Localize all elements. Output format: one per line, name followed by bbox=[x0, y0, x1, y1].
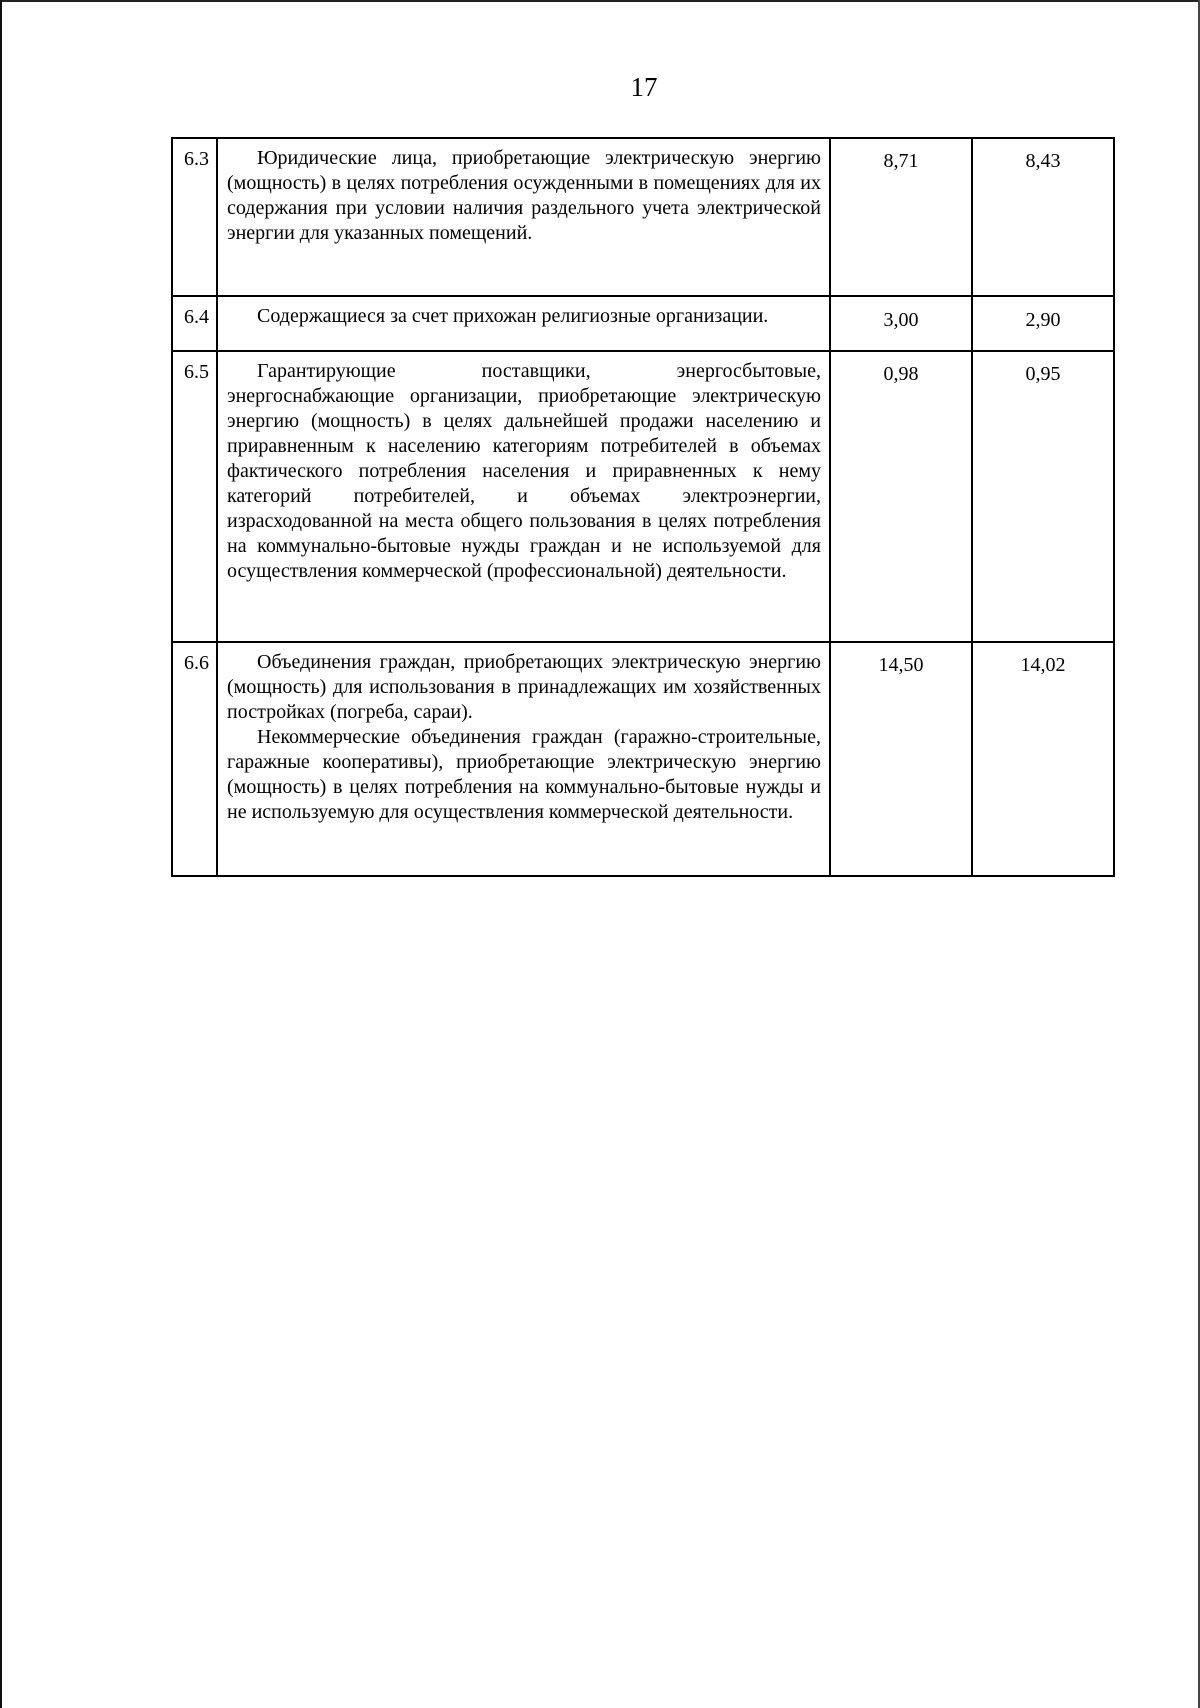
row-value-2: 14,02 bbox=[972, 642, 1114, 876]
table-row bbox=[172, 642, 1114, 876]
row-number: 6.5 bbox=[172, 351, 217, 642]
row-number: 6.3 bbox=[172, 138, 217, 296]
row-description bbox=[217, 296, 830, 351]
scan-border-top bbox=[0, 0, 1200, 2]
description-paragraph: Некоммерческие объединения граждан (гаражно-строительные, гаражные кооперативы), приобретающие электрическую энергию (мощность) в целях потребления на коммунально-бытовые нужды и не используемую для осуществления коммерческой деятельности. bbox=[227, 726, 821, 823]
row-description bbox=[217, 642, 830, 876]
description-paragraph: Объединения граждан, приобретающих электрическую энергию (мощность) для использования в принадлежащих им хозяйственных постройках (погреба, сараи). bbox=[227, 651, 821, 723]
description-paragraph: Содержащиеся за счет прихожан религиозные организации. bbox=[257, 305, 769, 327]
row-value-1: 0,98 bbox=[830, 351, 972, 642]
row-value-2: 0,95 bbox=[972, 351, 1114, 642]
table-row bbox=[172, 351, 1114, 642]
row-description bbox=[217, 351, 830, 642]
row-value-1: 8,71 bbox=[830, 138, 972, 296]
row-number: 6.6 bbox=[172, 642, 217, 876]
page-number: 17 bbox=[630, 72, 658, 102]
row-description bbox=[217, 138, 830, 296]
row-value-2: 8,43 bbox=[972, 138, 1114, 296]
description-paragraph: Гарантирующие поставщики, энергосбытовые, энергоснабжающие организации, приобретающие электрическую энергию (мощность) в целях дальнейшей продажи населению и приравненным к населению категориям потребителей в объемах фактического потребления населения и приравненных к нему категорий потребителей, и объемах электроэнергии, израсходованной на места общего пользования в целях потребления на коммунально-бытовые нужды граждан и не используемой для осуществления коммерческой (профессиональной) деятельности. bbox=[227, 360, 821, 582]
table-row bbox=[172, 296, 1114, 351]
scan-border-left bbox=[0, 0, 2, 1708]
row-number: 6.4 bbox=[172, 296, 217, 351]
tariff-table bbox=[171, 137, 1115, 877]
row-value-1: 14,50 bbox=[830, 642, 972, 876]
description-paragraph: Юридические лица, приобретающие электрическую энергию (мощность) в целях потребления осужденными в помещениях для их содержания при условии наличия раздельного учета электрической энергии для указанных помещений. bbox=[227, 147, 821, 244]
row-value-2: 2,90 bbox=[972, 296, 1114, 351]
table-row bbox=[172, 138, 1114, 296]
row-value-1: 3,00 bbox=[830, 296, 972, 351]
